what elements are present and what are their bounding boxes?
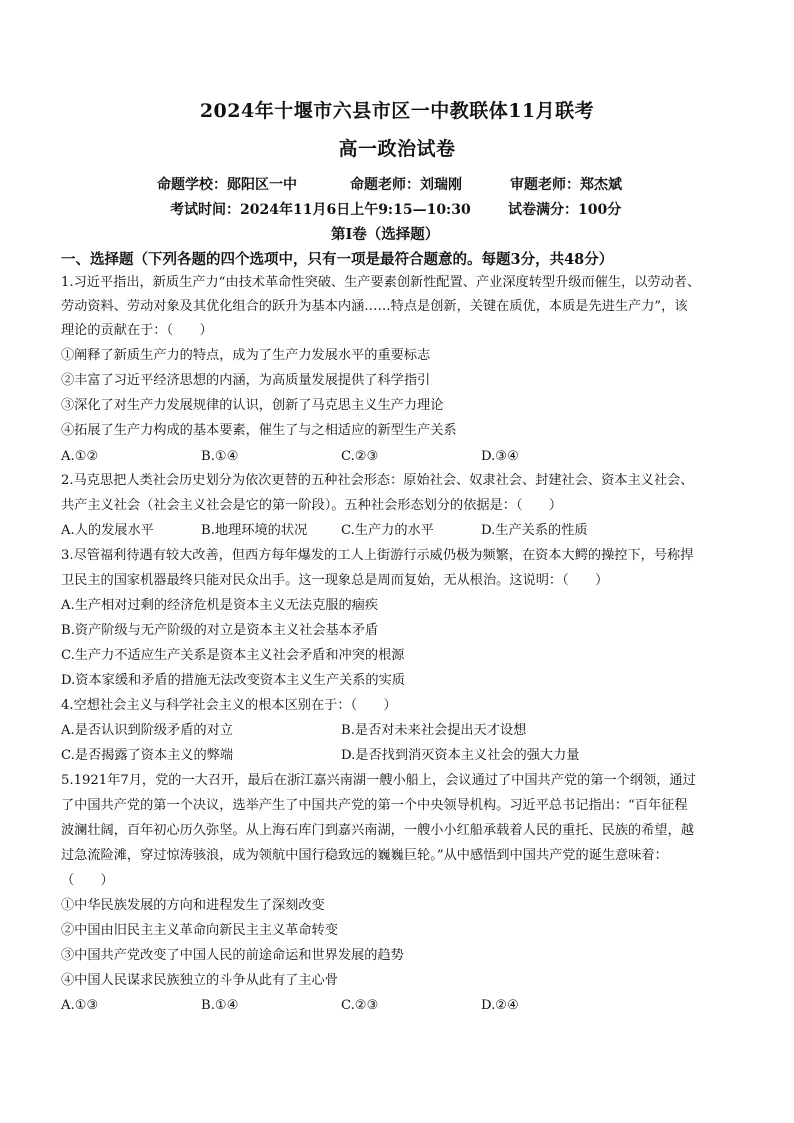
q2-option-a: A.人的发展水平 xyxy=(61,523,154,538)
q3-option-c: C.生产力不适应生产关系是资本主义社会矛盾和冲突的根源 xyxy=(61,648,405,663)
exam-title: 2024年十堰市六县市区一中教联体11月联考 xyxy=(199,100,595,122)
q5-option-c: C.②③ xyxy=(341,998,379,1013)
q5-stem-line: 波澜壮阔，百年初心历久弥坚。从上海石库门到嘉兴南湖，一艘小小红船承载着人民的重托、民族的希望，越 xyxy=(61,823,694,838)
q1-option-c: C.②③ xyxy=(341,449,379,464)
exam-time: 考试时间：2024年11月6日上午9:15—10:30 xyxy=(170,202,471,218)
q5-statement: ①中华民族发展的方向和进程发生了深刻改变 xyxy=(61,898,325,913)
q2-stem-line: 共产主义社会（社会主义社会是它的第一阶段）。五种社会形态划分的依据是：（ ） xyxy=(61,498,563,513)
setter-school: 命题学校：郧阳区一中 xyxy=(157,177,297,193)
q1-stem-line: 1.习近平指出，新质生产力“由技术革命性突破、生产要素创新性配置、产业深度转型升级而催生，以劳动者、 xyxy=(61,275,701,290)
q5-statement: ③中国共产党改变了中国人民的前途命运和世界发展的趋势 xyxy=(61,948,404,963)
q5-stem-line: 5.1921年7月，党的一大召开，最后在浙江嘉兴南湖一艘小船上，会议通过了中国共产党的第一个纲领，通过 xyxy=(61,773,696,788)
q5-stem-line: （ ） xyxy=(61,873,114,888)
q4-option-d: D.是否找到消灭资本主义社会的强大力量 xyxy=(341,748,580,763)
q5-option-d: D.②④ xyxy=(481,998,519,1013)
q1-option-d: D.③④ xyxy=(481,449,519,464)
q3-stem-line: 卫民主的国家机器最终只能对民众出手。这一现象总是周而复始，无从根治。这说明：（ ） xyxy=(61,573,609,588)
exam-subtitle: 高一政治试卷 xyxy=(338,138,456,160)
q4-option-b: B.是否对未来社会提出天才设想 xyxy=(341,723,527,738)
q1-statement: ④拓展了生产力构成的基本要素，催生了与之相适应的新型生产关系 xyxy=(61,423,457,438)
q5-statement: ②中国由旧民主主义革命向新民主主义革命转变 xyxy=(61,923,338,938)
q5-option-b: B.①④ xyxy=(201,998,239,1013)
q5-stem-line: 过急流险滩，穿过惊涛骇浪，成为领航中国行稳致远的巍巍巨轮。”从中感悟到中国共产党的诞生意味着： xyxy=(61,848,668,863)
q3-option-b: B.资产阶级与无产阶级的对立是资本主义社会基本矛盾 xyxy=(61,623,379,638)
q3-stem-line: 3.尽管福利待遇有较大改善，但西方每年爆发的工人上街游行示威仍极为频繁，在资本大鳄的操控下，号称捍 xyxy=(61,548,694,563)
part-heading: 第Ⅰ卷（选择题） xyxy=(331,226,440,243)
q1-stem-line: 劳动资料、劳动对象及其优化组合的跃升为基本内涵……特点是创新，关键在质优，本质是先进生产力”，该 xyxy=(61,299,688,314)
q4-option-c: C.是否揭露了资本主义的弊端 xyxy=(61,748,234,763)
setter-teacher: 命题老师：刘瑞刚 xyxy=(350,177,462,193)
q4-stem-line: 4.空想社会主义与科学社会主义的根本区别在于：（ ） xyxy=(61,698,397,713)
q2-stem-line: 2.马克思把人类社会历史划分为依次更替的五种社会形态：原始社会、奴隶社会、封建社会、资本主义社会、 xyxy=(61,473,694,488)
section-heading: 一、选择题（下列各题的四个选项中，只有一项是最符合题意的。每题3分，共48分） xyxy=(61,251,614,268)
q2-option-c: C.生产力的水平 xyxy=(341,523,434,538)
q1-statement: ①阐释了新质生产力的特点，成为了生产力发展水平的重要标志 xyxy=(61,348,431,363)
reviewer-teacher: 审题老师：郑杰斌 xyxy=(510,177,622,193)
q1-option-b: B.①④ xyxy=(201,449,239,464)
full-score: 试卷满分：100分 xyxy=(508,202,622,218)
q5-statement: ④中国人民谋求民族独立的斗争从此有了主心骨 xyxy=(61,973,338,988)
q2-option-b: B.地理环境的状况 xyxy=(201,523,308,538)
q3-option-d: D.资本家缓和矛盾的措施无法改变资本主义生产关系的实质 xyxy=(61,673,405,688)
q4-option-a: A.是否认识到阶级矛盾的对立 xyxy=(61,723,233,738)
q1-stem-line: 理论的贡献在于：（ ） xyxy=(61,323,213,338)
q5-stem-line: 了中国共产党的第一个决议，选举产生了中国共产党的第一个中央领导机构。习近平总书记指出：“百年征程 xyxy=(61,798,688,813)
q3-option-a: A.生产相对过剩的经济危机是资本主义无法克服的痼疾 xyxy=(61,598,379,613)
q1-option-a: A.①② xyxy=(61,449,99,464)
q5-option-a: A.①③ xyxy=(61,998,99,1013)
q2-option-d: D.生产关系的性质 xyxy=(481,523,588,538)
q1-statement: ③深化了对生产力发展规律的认识，创新了马克思主义生产力理论 xyxy=(61,398,444,413)
q1-statement: ②丰富了习近平经济思想的内涵，为高质量发展提供了科学指引 xyxy=(61,373,431,388)
